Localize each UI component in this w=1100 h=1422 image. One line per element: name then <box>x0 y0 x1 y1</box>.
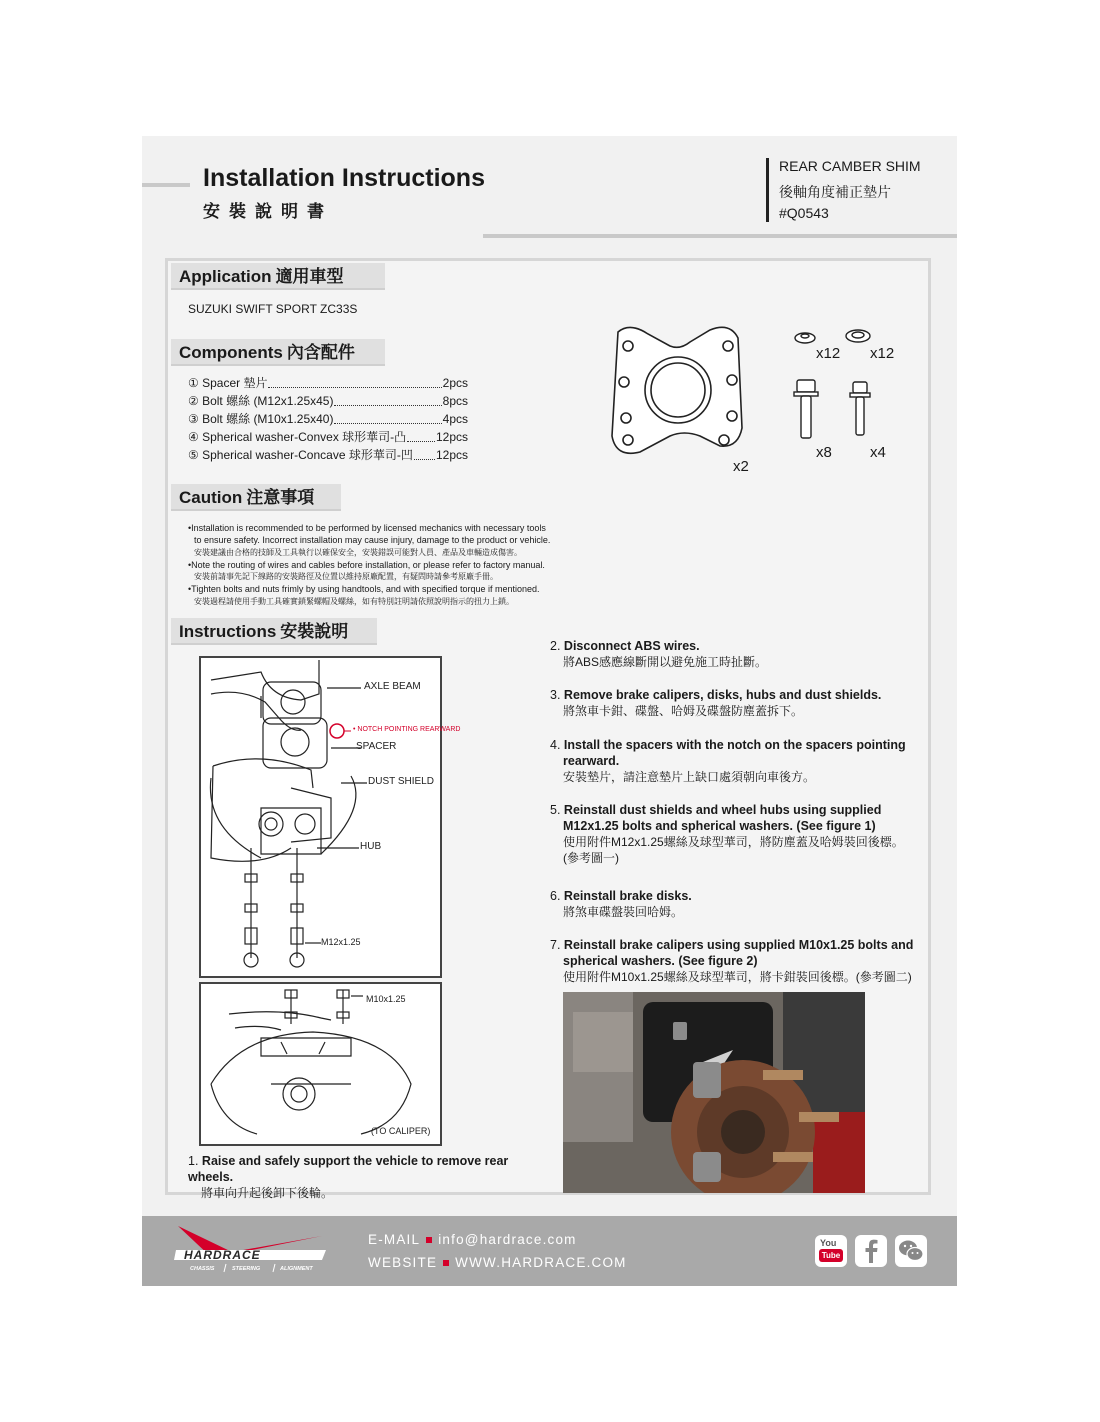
step-5 <box>550 802 920 866</box>
step-text-zh: 使用附件M12x1.25螺絲及球型華司，將防塵蓋及哈姆裝回後標。 <box>563 835 904 849</box>
step-text-cont: spherical washers. (See figure 2) <box>563 954 758 968</box>
step-number: 2. <box>550 639 561 653</box>
product-divider <box>766 158 769 222</box>
components-heading-en: Components <box>179 343 283 362</box>
website-link[interactable]: WWW.HARDRACE.COM <box>455 1255 627 1270</box>
label-m10-bolt: M10x1.25 <box>366 994 406 1004</box>
components-heading-zh: 內含配件 <box>286 343 355 363</box>
step-number: 1. <box>188 1154 199 1168</box>
label-m12-bolt: M12x1.25 <box>321 937 361 947</box>
step-text: Disconnect ABS wires. <box>563 639 700 653</box>
label-notch-text: NOTCH POINTING REARWARD <box>357 726 461 733</box>
step-text: Remove brake calipers, disks, hubs and dust shields. <box>563 688 882 702</box>
youtube-icon-bottom: Tube <box>819 1249 843 1262</box>
leader-dots <box>334 392 441 406</box>
step-number: 6. <box>550 889 561 903</box>
washer-concave-drawing <box>846 330 870 342</box>
step-text-zh: 安裝墊片，請注意墊片上缺口處須朝向車後方。 <box>563 770 816 784</box>
figure-2-diagram <box>199 982 442 1146</box>
caution-line: •Note the routing of wires and cables before installation, or please refer to factory manual. <box>188 559 545 570</box>
figure-1-drawing <box>201 658 440 976</box>
caution-heading <box>171 484 341 511</box>
page-title: Installation Instructions <box>203 164 485 192</box>
list-item <box>188 410 468 428</box>
red-bullet <box>443 1260 449 1266</box>
step-7 <box>550 937 920 985</box>
step-text: Reinstall dust shields and wheel hubs using supplied <box>563 803 882 817</box>
caution-heading-en: Caution <box>179 488 243 507</box>
product-name: REAR CAMBER SHIM <box>779 158 921 174</box>
application-heading-en: Application <box>179 267 272 286</box>
list-item <box>188 428 468 446</box>
step-1 <box>188 1153 548 1201</box>
header-right-rule <box>483 234 957 238</box>
email-link[interactable]: info@hardrace.com <box>438 1232 577 1247</box>
bolt-m10-drawing <box>850 382 870 435</box>
caution-line-zh: 安裝建議由合格的技師及工具執行以確保安全，安裝錯誤可能對人員、產品及車輛造成傷害。 <box>194 547 522 557</box>
caution-line-zh: 安裝前請事先記下線路的安裝路徑及位置以維持原廠配置，有疑問時請參考原廠手冊。 <box>194 572 498 582</box>
instructions-heading <box>171 618 377 645</box>
product-name-zh: 後軸角度補正墊片 <box>779 185 891 201</box>
list-item <box>188 374 468 392</box>
component-label: ③ Bolt 螺絲 (M10x1.25x40) <box>188 412 334 426</box>
youtube-icon-top: You <box>820 1238 837 1248</box>
logo-tagline-3: ALIGNMENT <box>280 1266 313 1272</box>
footer-email-line <box>368 1232 577 1247</box>
header-left-rule <box>142 183 190 187</box>
website-label: WEBSITE <box>368 1255 438 1270</box>
leader-dots <box>414 446 435 460</box>
installed-shim-photo-drawing <box>563 992 865 1193</box>
step-text-zh: 使用附件M10x1.25螺絲及球型華司，將卡鉗裝回後標。(參考圖二) <box>563 970 912 984</box>
footer-website-line <box>368 1255 627 1270</box>
leader-dots <box>334 410 441 424</box>
hardrace-logo <box>172 1222 332 1274</box>
youtube-icon[interactable] <box>815 1235 847 1267</box>
list-item <box>188 392 468 410</box>
step-text-cont: M12x1.25 bolts and spherical washers. (See figure 1) <box>563 819 876 833</box>
washer-convex-drawing <box>795 333 815 343</box>
component-qty: 2pcs <box>442 376 468 390</box>
component-qty: 8pcs <box>442 394 468 408</box>
leader-dots <box>407 428 435 442</box>
part-number: #Q0543 <box>779 205 829 221</box>
step-number: 7. <box>550 938 561 952</box>
components-heading <box>171 339 385 366</box>
step-text: Raise and safely support the vehicle to remove rear wheels. <box>188 1154 509 1184</box>
component-label: ② Bolt 螺絲 (M12x1.25x45) <box>188 394 334 408</box>
caution-line: •Tighten bolts and nuts frimly by using handtools, and with specified torque if mentioned. <box>188 584 540 595</box>
caution-line: to ensure safety. Incorrect installation may cause injury, damage to the product or vehicle. <box>194 535 551 546</box>
figure-1-diagram <box>199 656 461 978</box>
qty-washer-concave: x12 <box>870 345 895 362</box>
red-bullet <box>426 1237 432 1243</box>
spacer-plate-drawing <box>612 327 742 453</box>
step-2 <box>550 638 920 670</box>
qty-washer-convex: x12 <box>816 345 841 362</box>
application-heading-zh: 適用車型 <box>275 267 344 287</box>
caution-heading-zh: 注意事項 <box>246 488 315 508</box>
wechat-icon[interactable] <box>895 1235 927 1267</box>
logo-tagline-2: STEERING <box>232 1266 261 1272</box>
step-text-zh: 將煞車碟盤裝回哈姆。 <box>563 905 684 919</box>
label-hub: HUB <box>360 841 382 852</box>
logo-tagline-1: CHASSIS <box>190 1266 215 1272</box>
facebook-icon[interactable] <box>855 1235 887 1267</box>
component-label: ⑤ Spherical washer-Concave 球形華司-凹 <box>188 448 413 462</box>
component-qty: 4pcs <box>442 412 468 426</box>
step-text-zh: 將車向升起後卸下後輪。 <box>201 1186 334 1200</box>
caution-line: •Installation is recommended to be performed by licensed mechanics with necessary tools <box>188 523 546 533</box>
instructions-heading-en: Instructions <box>179 622 277 641</box>
label-to-caliper: (TO CALIPER) <box>371 1126 431 1136</box>
label-spacer: SPACER <box>356 741 397 752</box>
email-label: E-MAIL <box>368 1232 421 1247</box>
leader-dots <box>268 374 441 388</box>
label-axle-beam: AXLE BEAM <box>364 681 421 692</box>
component-qty: 12pcs <box>435 430 468 444</box>
step-text: Install the spacers with the notch on the spacers pointing <box>563 738 906 752</box>
step-6 <box>550 888 920 920</box>
caution-text <box>188 522 608 608</box>
step-number: 4. <box>550 738 561 752</box>
caution-line-zh: 安裝過程請使用手動工具確實鎖緊螺帽及螺絲，如有特別註明請依照說明指示的扭力上鎖。 <box>194 596 514 606</box>
logo-brand-text: HARDRACE <box>184 1248 261 1262</box>
step-text: Reinstall brake calipers using supplied M10x1.25 bolts and <box>563 938 914 952</box>
step-number: 5. <box>550 803 561 817</box>
list-item <box>188 446 468 464</box>
qty-spacer: x2 <box>733 458 749 475</box>
figure-2-drawing <box>201 984 440 1144</box>
qty-bolt-m12: x8 <box>816 444 832 461</box>
instructions-heading-zh: 安裝說明 <box>280 622 349 642</box>
bolt-m12-drawing <box>794 380 818 438</box>
step-4 <box>550 737 920 785</box>
step-3 <box>550 687 920 719</box>
step-text: Reinstall brake disks. <box>563 889 692 903</box>
step-text-cont: rearward. <box>563 754 620 768</box>
step-text-zh-2: (參考圖一) <box>563 851 619 865</box>
step-number: 3. <box>550 688 561 702</box>
component-label: ① Spacer 墊片 <box>188 376 268 390</box>
component-qty: 12pcs <box>435 448 468 462</box>
application-heading <box>171 263 385 290</box>
label-dust-shield: DUST SHIELD <box>368 776 434 787</box>
application-vehicle: SUZUKI SWIFT SPORT ZC33S <box>188 302 358 316</box>
component-label: ④ Spherical washer-Convex 球形華司-凸 <box>188 430 407 444</box>
step-text-zh: 將煞車卡鉗、碟盤、哈姆及碟盤防塵蓋拆下。 <box>563 704 804 718</box>
step-text-zh: 將ABS感應線斷開以避免施工時扯斷。 <box>563 655 768 669</box>
label-notch: • NOTCH POINTING REARWARD <box>353 726 461 733</box>
qty-bolt-m10: x4 <box>870 444 886 461</box>
installed-shim-photo <box>563 992 865 1193</box>
page-title-zh: 安裝說明書 <box>203 202 333 222</box>
components-list <box>188 374 468 464</box>
